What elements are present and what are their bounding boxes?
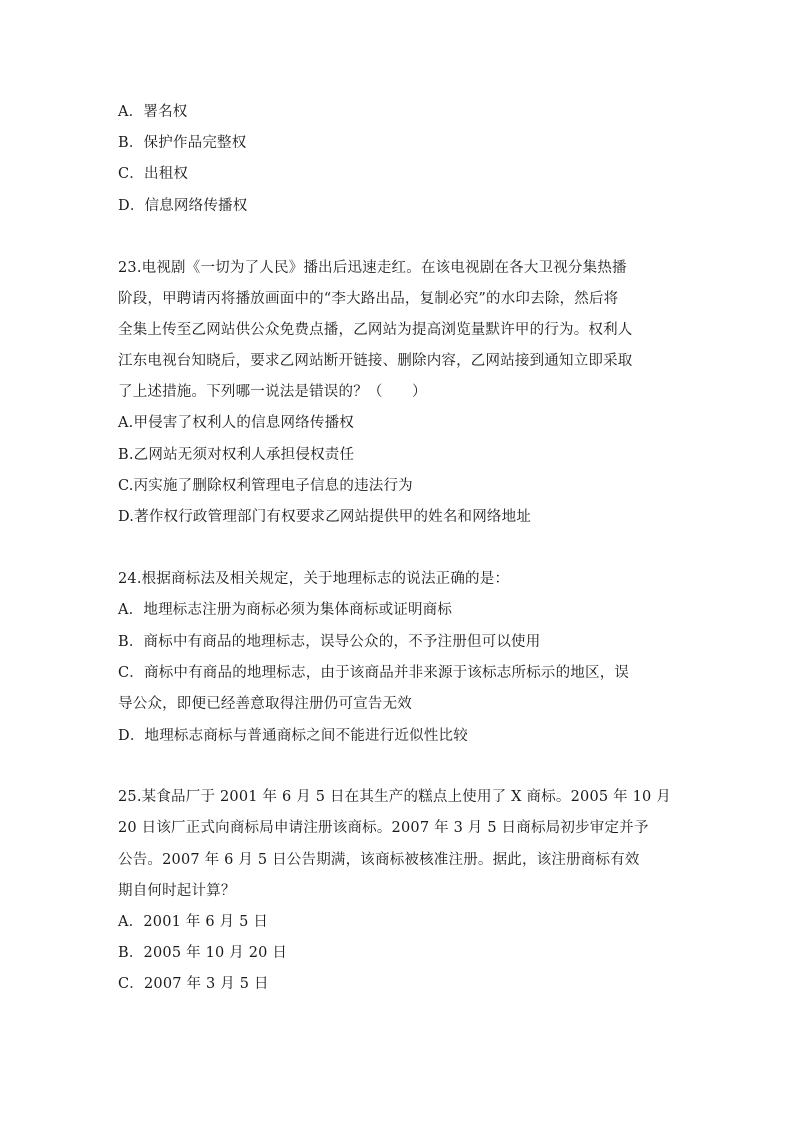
q23-option-c: C.丙实施了删除权利管理电子信息的违法行为 [118,478,413,494]
q25-stem-line: 20 日该厂正式向商标局申请注册该商标。2007 年 3 月 5 日商标局初步审定并予 [118,820,649,836]
q23-stem-line: 23.电视剧《一切为了人民》播出后迅速走红。在该电视剧在各大卫视分集热播 [118,260,627,276]
q22-option-a: A．署名权 [118,104,188,120]
q22-option-b: B．保护作品完整权 [118,135,247,151]
q23-option-b: B.乙网站无须对权利人承担侵权责任 [118,447,355,463]
q25-option-b: B．2005 年 10 月 20 日 [118,945,288,961]
q25-option-a: A．2001 年 6 月 5 日 [118,914,269,930]
q22-option-d: D．信息网络传播权 [118,198,248,214]
q25-stem-line: 期自何时起计算？ [118,883,236,899]
q22-option-c: C．出租权 [118,166,189,182]
q24-option-a: A．地理标志注册为商标必须为集体商标或证明商标 [118,602,453,618]
q25-stem-line: 公告。2007 年 6 月 5 日公告期满，该商标被核准注册。据此，该注册商标有效 [118,852,640,868]
q24-option-d: D．地理标志商标与普通商标之间不能进行近似性比较 [118,728,468,744]
q24-stem-line: 24.根据商标法及相关规定，关于地理标志的说法正确的是： [118,571,510,587]
q25-option-c: C．2007 年 3 月 5 日 [118,976,269,992]
q23-option-a: A.甲侵害了权利人的信息网络传播权 [118,415,354,431]
q23-stem-line: 江东电视台知晓后，要求乙网站断开链接、删除内容，乙网站接到通知立即采取 [118,353,633,369]
q23-option-d: D.著作权行政管理部门有权要求乙网站提供甲的姓名和网络地址 [118,509,532,525]
q24-option-b: B．商标中有商品的地理标志，误导公众的，不予注册但可以使用 [118,634,541,650]
q23-stem-line: 了上述措施。下列哪一说法是错误的？（ ） [118,384,427,400]
q23-stem-line: 阶段，甲聘请丙将播放画面中的“李大路出品，复制必究”的水印去除，然后将 [118,291,619,307]
q24-option-c: C．商标中有商品的地理标志，由于该商品并非来源于该标志所标示的地区，误 [118,665,630,681]
q23-stem-line: 全集上传至乙网站供公众免费点播，乙网站为提高浏览量默许甲的行为。权利人 [118,322,633,338]
q25-stem-line: 25.某食品厂于 2001 年 6 月 5 日在其生产的糕点上使用了 X 商标。2005 年 10 月 [118,789,671,805]
q24-option-c-cont: 导公众，即便已经善意取得注册仍可宣告无效 [118,696,412,712]
